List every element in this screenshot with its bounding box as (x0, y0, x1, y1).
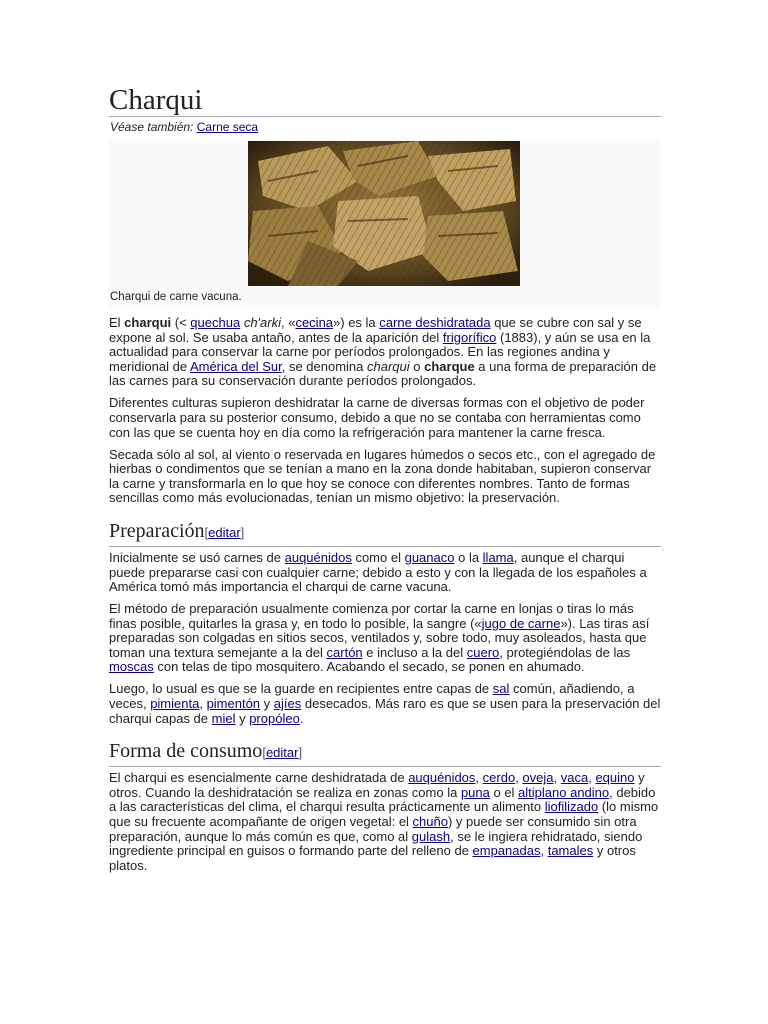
prep-paragraph-1: Inicialmente se usó carnes de auquénidos como el guanaco o la llama, aunque el charqui puede prepararse casi con cualquier carne; debido a esto y con la llegada de los españoles a América tomó más importancia el charqui de carne vacuna. (109, 549, 647, 595)
link-moscas[interactable]: moscas (109, 659, 154, 675)
link-jugo-de-carne[interactable]: jugo de carne (481, 615, 561, 631)
link-llama[interactable]: llama (482, 549, 514, 565)
link-frigorifico[interactable]: frigorífico (442, 329, 497, 345)
intro-paragraph-1: El charqui (< quechua ch'arki, «cecina») es la carne deshidratada que se cubre con sal y se expone al sol. Se usaba antaño, antes de la aparición del frigorífico (1883), y aún se usa en la actualidad para conservar la carne por períodos prolongados. En las regiones andina y meridional de América del Sur, se denomina charqui o charque a una forma de preparación de las carnes para su conservación durante períodos prolongados. (109, 315, 657, 389)
link-miel[interactable]: miel (211, 710, 236, 726)
link-pimenton[interactable]: pimentón (206, 696, 261, 712)
link-auquenidos[interactable]: auquénidos (408, 770, 476, 786)
link-cecina[interactable]: cecina (295, 315, 334, 330)
link-tamales[interactable]: tamales (547, 843, 594, 859)
thumbnail-figure (109, 141, 660, 307)
link-gulash[interactable]: gulash (411, 828, 451, 844)
article (109, 0, 661, 881)
link-oveja[interactable]: oveja (522, 770, 554, 786)
link-equino[interactable]: equino (595, 770, 635, 786)
prep-paragraph-2: El método de preparación usualmente comienza por cortar la carne en lonjas o tiras lo más finas posible, quitarles la grasa y, en todo lo posible, la sangre («jugo de carne»). Las tiras así preparadas son colgadas en sitios secos, ventilados y, sobre todo, muy asoleados, hasta que toman una textura semejante a la del cartón e incluso a la del cuero, protegiéndolas de las moscas con telas de tipo mosquitero. Acabando el secado, se ponen en ahumado. (109, 601, 650, 675)
intro-paragraph-2: Diferentes culturas supieron deshidratar la carne de diversas formas con el objetivo de poder conservarla para su posterior consumo, debido a que no se contaba con herramientas como con las que se cuenta hoy en día como la refrigeración para mantener la carne fresca. (109, 395, 645, 440)
link-carton[interactable]: cartón (326, 644, 363, 660)
consumo-paragraph-1: El charqui es esencialmente carne deshidratada de auquénidos, cerdo, oveja, vaca, equino y otros. Cuando la deshidratación se realiza en zonas como la puna o el altiplano andino, debido a las características del clima, el charqui resulta prácticamente un alimento liofilizado (lo mismo que su frecuente acompañante de origen vegetal: el chuño) y puede ser consumido sin otra preparación, aunque lo más común es que, como al gulash, se le ingiera rehidratado, siendo ingrediente principal en guisos o formando parte del relleno de empanadas, tamales y otros platos. (109, 770, 659, 873)
link-cuero[interactable]: cuero (466, 644, 500, 660)
charqui-image[interactable] (248, 141, 520, 286)
term-charque: charque (424, 358, 475, 374)
link-america-del-sur[interactable]: América del Sur (189, 358, 282, 374)
link-chuno[interactable]: chuño (412, 814, 448, 829)
link-sal[interactable]: sal (492, 681, 510, 697)
see-also-prefix: Véase también: (110, 120, 194, 134)
link-ajies[interactable]: ajíes (273, 696, 302, 712)
link-propoleo[interactable]: propóleo (249, 710, 300, 726)
see-also-note (110, 120, 661, 135)
link-liofilizado[interactable]: liofilizado (544, 799, 599, 815)
prep-paragraph-3: Luego, lo usual es que se la guarde en recipientes entre capas de sal común, añadiendo, a veces, pimienta, pimentón y ajíes desecados. Más raro es que se usen para la preservación del charqui capas de miel y propóleo. (109, 681, 661, 726)
edit-preparacion-link[interactable]: editar (208, 524, 241, 540)
section-heading-forma-de-consumo: Forma de consumo[editar] (109, 739, 661, 767)
intro-paragraph-3: Secada sólo al sol, al viento o reservada en lugares húmedos o secos etc., con el agregado de hierbas o condimentos que se tenían a mano en la zona donde habitaban, supieron conservar la carne y transformarla en lo que hoy se conoce con diferentes nombres. Tanto de formas sencillas como más evolucionadas, tenían un mismo objetivo: la preservación. (109, 446, 656, 506)
see-also-link[interactable]: Carne seca (196, 120, 259, 134)
section-heading-preparacion: Preparación[editar] (109, 519, 661, 547)
link-auquenidos[interactable]: auquénidos (284, 549, 352, 565)
link-pimienta[interactable]: pimienta (150, 696, 200, 712)
page-title: Charqui (109, 0, 661, 117)
figure-caption: Charqui de carne vacuna. (110, 291, 242, 303)
link-carne-deshidratada[interactable]: carne deshidratada (379, 315, 491, 330)
link-altiplano-andino[interactable]: altiplano andino (518, 784, 610, 800)
link-quechua[interactable]: quechua (190, 315, 241, 330)
term-charki: ch'arki (243, 315, 281, 330)
edit-section-link: [editar] (262, 745, 303, 761)
link-guanaco[interactable]: guanaco (404, 549, 455, 565)
link-puna[interactable]: puna (460, 784, 490, 800)
edit-consumo-link[interactable]: editar (265, 745, 299, 761)
link-vaca[interactable]: vaca (560, 770, 589, 786)
edit-section-link: [editar] (204, 524, 245, 540)
link-cerdo[interactable]: cerdo (482, 770, 516, 786)
link-empanadas[interactable]: empanadas (472, 843, 541, 859)
term-charqui: charqui (124, 315, 172, 330)
